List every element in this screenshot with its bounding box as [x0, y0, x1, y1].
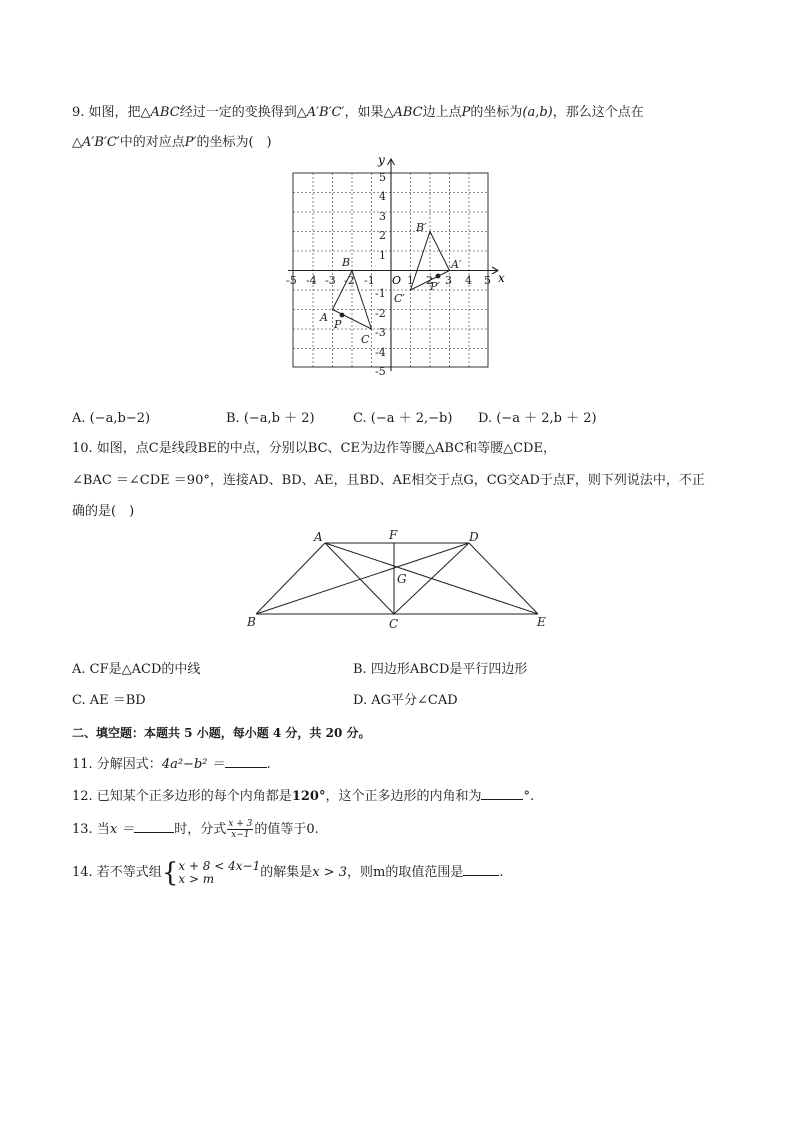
y-tick: 4: [379, 190, 386, 203]
label-b: B: [247, 615, 256, 629]
q9-option-b[interactable]: B. (−a,b ＋ 2): [226, 411, 315, 426]
q9-coordinate-figure: [280, 152, 510, 380]
y-tick: -4: [375, 346, 386, 359]
y-tick: -1: [375, 287, 386, 300]
q9-y-axis-label: y: [378, 153, 385, 167]
q9-stem-line1: 9. 如图，把△ABC经过一定的变换得到△A′B′C′，如果△ABC边上点P的坐标为(a,b)，那么这个点在: [72, 105, 644, 120]
q9-stem-line2: △A′B′C′中的对应点P′的坐标为( ): [72, 135, 272, 150]
y-tick: -3: [375, 326, 386, 339]
q12-answer-blank[interactable]: [481, 786, 523, 800]
q9-x-tick-labels: [286, 274, 491, 287]
y-tick: 1: [379, 249, 386, 262]
label-c1: C′: [394, 292, 405, 305]
q14-brace: {: [161, 857, 179, 888]
q9-x-axis-label: x: [498, 271, 505, 285]
y-tick: -2: [375, 307, 386, 320]
q13-fraction: $\frac{x + 3}{x-1}$: [228, 819, 253, 840]
q10-stem-line2: ∠BAC ＝∠CDE ＝90°，连接AD、BD、AE，且BD、AE相交于点G，CG交AD于点F，则下列说法中，不正: [72, 473, 705, 488]
q9-option-c[interactable]: C. (−a ＋ 2,−b): [353, 411, 453, 426]
q10-stem-line3: 确的是( ): [72, 504, 135, 519]
x-tick: -4: [306, 274, 317, 287]
label-a: A: [320, 311, 328, 324]
q10-option-a[interactable]: A. CF是△ACD的中线: [72, 662, 201, 677]
q14-answer-blank[interactable]: [463, 862, 499, 876]
label-a1: A′: [451, 258, 462, 271]
q14-system: x + 8 < 4x−1 x > m: [178, 858, 261, 886]
x-tick: -1: [364, 274, 375, 287]
q9-point-p1: [436, 274, 441, 279]
q10-geometry-figure: [240, 525, 560, 635]
q13-line: 13. 当x ＝ 时，分式 $\frac{x + 3}{x-1}$ 的值等于0.: [72, 819, 319, 840]
q10-option-d[interactable]: D. AG平分∠CAD: [353, 693, 458, 708]
q11-line: 11. 分解因式：4a²−b² ＝ .: [72, 754, 271, 774]
x-tick: 1: [407, 274, 414, 287]
label-f: F: [389, 528, 398, 542]
y-tick: -5: [375, 365, 386, 378]
y-tick: 5: [379, 171, 386, 184]
x-tick: 4: [465, 274, 472, 287]
q10-stem-line1: 10. 如图，点C是线段BE的中点，分别以BC、CE为边作等腰△ABC和等腰△CDE，: [72, 441, 556, 456]
label-c: C: [361, 333, 370, 346]
q10-option-c[interactable]: C. AE ＝BD: [72, 693, 146, 708]
q9-option-d[interactable]: D. (−a ＋ 2,b ＋ 2): [478, 411, 597, 426]
label-d: D: [469, 530, 479, 544]
y-tick: 3: [379, 210, 386, 223]
x-tick: -5: [286, 274, 297, 287]
q9-point-p: [340, 313, 345, 318]
q13-answer-blank[interactable]: [134, 819, 174, 833]
label-e: E: [537, 615, 546, 629]
y-tick: 2: [379, 229, 386, 242]
q10-option-b[interactable]: B. 四边形ABCD是平行四边形: [353, 662, 528, 677]
x-tick: 5: [484, 274, 491, 287]
x-tick: 3: [445, 274, 452, 287]
label-c: C: [389, 617, 399, 631]
label-g: G: [397, 572, 407, 586]
label-b: B: [342, 256, 351, 269]
label-p: P: [334, 318, 342, 331]
q9-axes: [288, 159, 498, 371]
q14-line: 14. 若不等式组{ x + 8 < 4x−1 x > m 的解集是x > 3，则m的取值范围是 .: [72, 857, 504, 888]
q12-line: 12. 已知某个正多边形的每个内角都是120°，这个正多边形的内角和为 °.: [72, 786, 534, 806]
q11-answer-blank[interactable]: [225, 754, 267, 768]
label-a: A: [314, 530, 323, 544]
section-2-title: 二、填空题：本题共 5 小题，每小题 4 分，共 20 分。: [72, 726, 371, 740]
q9-option-a[interactable]: A. (−a,b−2): [72, 411, 151, 426]
x-tick: -3: [325, 274, 336, 287]
label-b1: B′: [416, 221, 427, 234]
label-p1: P′: [430, 280, 440, 293]
q9-y-tick-labels: [375, 171, 386, 378]
x-tick: 2: [426, 274, 433, 287]
q9-origin-label: O: [392, 274, 402, 287]
x-tick: -2: [344, 274, 355, 287]
